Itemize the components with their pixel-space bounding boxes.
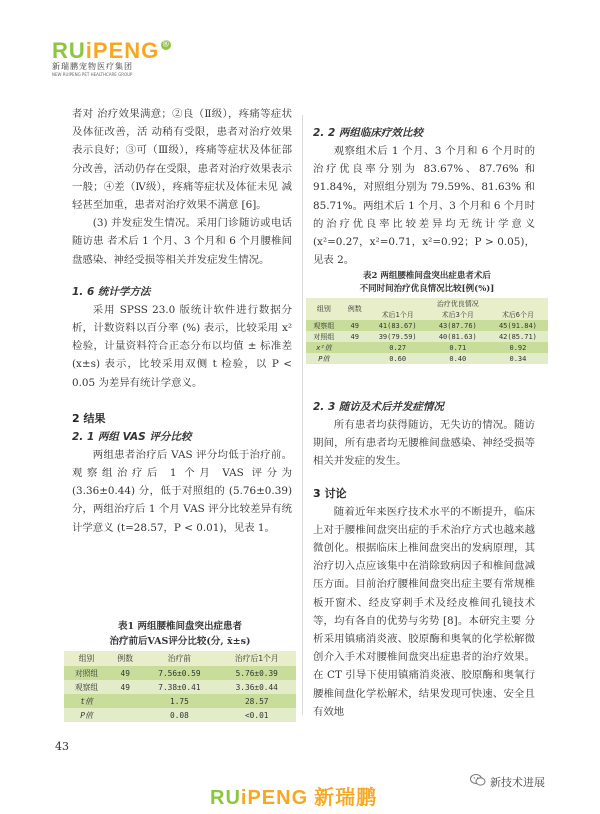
heading-discussion: 3 讨论 bbox=[313, 486, 347, 500]
table1-cell: 49 bbox=[109, 666, 141, 680]
table2-cell: 对照组 bbox=[306, 331, 342, 342]
table2-cell: 0.92 bbox=[488, 342, 548, 353]
table2-cell: 43(87.76) bbox=[428, 320, 488, 331]
right-column-top bbox=[313, 124, 535, 269]
heading-vas-comparison: 2. 1 两组 VAS 评分比较 bbox=[72, 430, 192, 443]
table2-caption-line1: 表2 两组腰椎间盘突出症患者术后 bbox=[363, 271, 491, 281]
watermark-text: 新技术进展 bbox=[490, 775, 545, 789]
table-row bbox=[306, 353, 548, 364]
wechat-icon bbox=[470, 773, 486, 790]
table2-group-header-row bbox=[306, 298, 548, 309]
heading-statistics: 1. 6 统计学方法 bbox=[72, 285, 151, 298]
heading-clinical-efficacy: 2. 2 两组临床疗效比较 bbox=[313, 127, 423, 139]
table2-cell: P值 bbox=[306, 353, 342, 364]
table1-block bbox=[64, 619, 296, 722]
left-column bbox=[72, 105, 292, 537]
table2-cell: x²值 bbox=[306, 342, 342, 353]
table1-caption-line1: 表1 两组腰椎间盘突出症患者 bbox=[118, 621, 242, 632]
table1-cell: 7.38±0.41 bbox=[141, 680, 217, 694]
table1-cell: 49 bbox=[109, 680, 141, 694]
right-column-bottom bbox=[313, 398, 535, 721]
column-divider bbox=[302, 115, 303, 715]
table2-cell: 40(81.63) bbox=[428, 331, 488, 342]
table2-cell: 0.40 bbox=[428, 353, 488, 364]
paragraph-vas: 两组患者治疗后 VAS 评分均低于治疗前。观察组治疗后 1 个月 VAS 评分为 (3.36±0.44) 分，低于对照组的 (5.76±0.39) 分，两组治疗后 1 个月 VAS 评分比较差异有统计学意义 (t=28.57，P < 0.01)，见表 1。 bbox=[72, 448, 292, 534]
table1-cell: 3.36±0.44 bbox=[217, 680, 296, 694]
table2-header-cell: 例数 bbox=[342, 298, 368, 320]
table2 bbox=[306, 298, 548, 364]
table-row bbox=[64, 694, 296, 708]
table2-cell: 42(85.71) bbox=[488, 331, 548, 342]
table-row bbox=[306, 320, 548, 331]
heading-results: 2 结果 bbox=[72, 411, 106, 425]
table2-cell: 0.27 bbox=[368, 342, 428, 353]
paragraph-followup: 所有患者均获得随访，无失访的情况。随访期间，所有患者均无腰椎间盘感染、神经受损等相关并发症的发生。 bbox=[313, 419, 535, 468]
table2-header-cell: 术后3个月 bbox=[428, 309, 488, 320]
heading-followup: 2. 3 随访及术后并发症情况 bbox=[313, 401, 444, 413]
table2-cell: 45(91.84) bbox=[488, 320, 548, 331]
table-row bbox=[64, 666, 296, 680]
table2-cell: 0.34 bbox=[488, 353, 548, 364]
table1-cell: 0.08 bbox=[141, 708, 217, 722]
logo-subtitle-en: NEW RUIPENG PET HEALTHCARE GROUP bbox=[52, 72, 133, 77]
table1-cell: 观察组 bbox=[64, 680, 109, 694]
footer-logo: RUiPENG 新瑞鹏 bbox=[210, 787, 378, 809]
table1-cell: 7.56±0.59 bbox=[141, 666, 217, 680]
wechat-watermark bbox=[470, 773, 545, 790]
table1-header-row bbox=[64, 651, 296, 666]
table1-caption-line2: 治疗前后VAS评分比较(分, x̄±s) bbox=[109, 636, 251, 647]
paragraph-clinical-efficacy: 观察组术后 1 个月、3 个月和 6 个月时的治疗优良率分别为 83.67%、87.76% 和 91.84%，对照组分别为 79.59%、81.63% 和 85.71%。两组术后 1 个月、3 个月和 6 个月时的治疗优良率比较差异均无统计学意义 (x²=0.27，x²=0.71，x²=0.92；P > 0.05)，见表 2。 bbox=[313, 145, 535, 267]
table2-cell: 49 bbox=[342, 320, 368, 331]
logo-subtitle-cn: 新瑞鹏宠物医疗集团 bbox=[52, 62, 133, 71]
table1-cell: 1.75 bbox=[141, 694, 217, 708]
paragraph-statistics: 采用 SPSS 23.0 版统计软件进行数据分析，计数资料以百分率 (%) 表示，比较采用 x² 检验，计量资料符合正态分布以均值 ± 标准差 (x±s) 表示，比较采用双侧 t 检验，以 P < 0.05 为差异有统计学意义。 bbox=[72, 303, 292, 389]
table1-cell: 5.76±0.39 bbox=[217, 666, 296, 680]
paragraph-efficacy-criteria: 者对 治疗效果满意；②良（Ⅱ级），疼痛等症状及体征改善，活 动稍有受限，患者对治疗效果表示良好；③可（Ⅲ级），疼痛等症状及体征部分改善，活动仍存在受限，患者对治疗效果表示一般；④差（Ⅳ级），疼痛等症状及体征未见 减轻甚至加重，患者对治疗效果不满意 [6]。 bbox=[72, 108, 292, 212]
table2-block bbox=[306, 270, 548, 364]
table2-cell: 41(83.67) bbox=[368, 320, 428, 331]
table1-cell: 对照组 bbox=[64, 666, 109, 680]
table2-header-cell: 组别 bbox=[306, 298, 342, 320]
table1-header-cell: 治疗后1个月 bbox=[217, 651, 296, 666]
header-logo bbox=[52, 40, 171, 78]
table2-cell bbox=[342, 353, 368, 364]
page-number: 43 bbox=[55, 740, 69, 753]
logo-wordmark: RUiPENG Ⓡ bbox=[52, 38, 170, 63]
table2-header-cell: 术后6个月 bbox=[488, 309, 548, 320]
table1-header-cell: 组别 bbox=[64, 651, 109, 666]
paragraph-discussion: 随着近年来医疗技术水平的不断提升，临床上对于腰椎间盘突出症的手术治疗方式也越来越微创化。根据临床上椎间盘突出的发病原理，其治疗切入点应该集中在消除致病因子和椎间盘减压方面。目前治疗腰椎间盘突出症主要有常规椎板开窗术、经皮穿刺手术及经皮椎间孔镜技术等，均有各自的优势与劣势 [8]。本研究主要 分析采用镇痛消炎液、胶原酶和奥氧的化学松解微创介入手术对腰椎间盘突出症患者的治疗效果。在 CT 引导下使用镇痛消炎液、胶原酶和奥氧行腰椎间盘化学松解术，结果发现可快速、安全且有效地 bbox=[313, 505, 535, 718]
table2-cell: 观察组 bbox=[306, 320, 342, 331]
table2-cell: 49 bbox=[342, 331, 368, 342]
table2-header-cell: 术后1个月 bbox=[368, 309, 428, 320]
table-row bbox=[64, 708, 296, 722]
table2-cell: 0.60 bbox=[368, 353, 428, 364]
registered-badge: Ⓡ bbox=[162, 42, 170, 48]
table1-header-cell: 治疗前 bbox=[141, 651, 217, 666]
table1-cell: t值 bbox=[64, 694, 109, 708]
paragraph-complications-method: (3) 并发症发生情况。采用门诊随访或电话随访患 者术后 1 个月、3 个月和 6 个月腰椎间盘感染、神经受损等相关并发症发生情况。 bbox=[72, 217, 292, 266]
table-row bbox=[306, 331, 548, 342]
table1-cell bbox=[109, 694, 141, 708]
table1-cell: 28.57 bbox=[217, 694, 296, 708]
table1-cell bbox=[109, 708, 141, 722]
table1-cell: <0.01 bbox=[217, 708, 296, 722]
table2-cell: 39(79.59) bbox=[368, 331, 428, 342]
table2-cell bbox=[342, 342, 368, 353]
table-row bbox=[64, 680, 296, 694]
table-row bbox=[306, 342, 548, 353]
table1 bbox=[64, 651, 296, 722]
table2-cell: 0.71 bbox=[428, 342, 488, 353]
table2-group-header: 治疗优良情况 bbox=[368, 298, 548, 309]
table1-cell: P值 bbox=[64, 708, 109, 722]
table1-header-cell: 例数 bbox=[109, 651, 141, 666]
table2-caption-line2: 不同时间治疗优良情况比较[例(%)] bbox=[359, 284, 495, 294]
